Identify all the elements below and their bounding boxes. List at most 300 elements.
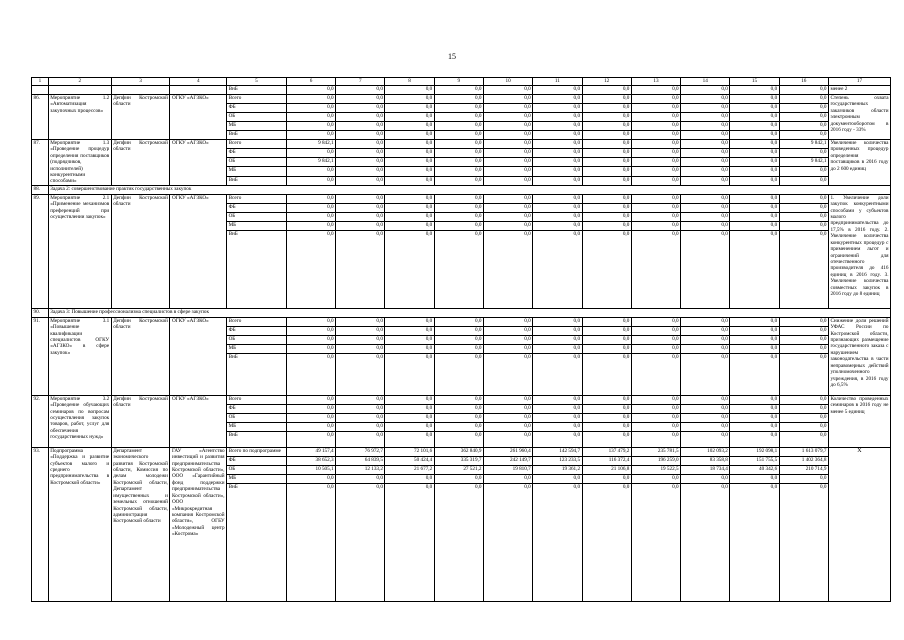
value-cell: 0,0 [631,140,680,149]
value-cell: 0,0 [385,230,434,308]
value-cell: 142 594,7 [533,447,582,456]
value-cell: 0,0 [533,140,582,149]
value-cell: 0,0 [681,122,730,131]
value-cell: 0,0 [336,395,385,404]
source-cell: МБ [227,344,287,353]
value-cell: 0,0 [779,149,828,158]
value-cell: 242 149,7 [483,456,532,465]
value-cell: 0,0 [336,404,385,413]
value-cell: 0,0 [582,122,631,131]
value-cell: 0,0 [385,131,434,140]
value-cell: 0,0 [631,176,680,185]
value-cell: 0,0 [730,326,779,335]
value-cell: 0,0 [336,131,385,140]
column-header: 2 [48,78,111,86]
value-cell: 0,0 [779,230,828,308]
table-row [32,395,891,404]
value-cell: 0,0 [681,194,730,203]
value-cell: 0,0 [631,131,680,140]
value-cell: 0,0 [779,86,828,95]
value-cell: 0,0 [286,353,335,395]
value-cell: 0,0 [533,483,582,601]
value-cell: 0,0 [681,167,730,176]
value-cell: 0,0 [631,326,680,335]
value-cell: 0,0 [385,176,434,185]
value-cell: 0,0 [434,483,483,601]
value-cell: 9 842,1 [286,158,335,167]
value-cell: 0,0 [681,344,730,353]
value-cell: 192 098,1 [730,447,779,456]
column-header: 1 [32,78,49,86]
value-cell: 0,0 [533,474,582,483]
task-row [32,308,891,317]
value-cell: 0,0 [681,317,730,326]
value-cell: 40 342,6 [730,465,779,474]
value-cell: 0,0 [681,212,730,221]
value-cell: 0,0 [631,317,680,326]
measure-name: Мероприятие 2.1 «Применение механизмов преференций при осуществлении закупок» [48,194,111,308]
value-cell: 0,0 [779,131,828,140]
column-header: 6 [286,78,335,86]
value-cell: 0,0 [336,422,385,431]
value-cell: 0,0 [483,104,532,113]
value-cell: 0,0 [286,167,335,176]
source-cell: Всего [227,140,287,149]
value-cell: 0,0 [582,212,631,221]
value-cell: 0,0 [681,483,730,601]
value-cell: 0,0 [336,140,385,149]
value-cell: 0,0 [779,483,828,601]
value-cell: 21 677,2 [385,465,434,474]
column-header: 16 [779,78,828,86]
value-cell: 0,0 [385,404,434,413]
source-cell: ОБ [227,335,287,344]
value-cell: 9 842,1 [779,158,828,167]
value-cell: 102 093,2 [681,447,730,456]
source-cell: Всего [227,317,287,326]
value-cell: 0,0 [779,395,828,404]
value-cell: 0,0 [631,335,680,344]
row-number: 86. [32,95,49,140]
value-cell: 0,0 [631,474,680,483]
value-cell: 0,0 [582,176,631,185]
row-number: 90. [32,308,49,317]
value-cell: 0,0 [336,167,385,176]
value-cell: 0,0 [385,140,434,149]
value-cell: 0,0 [385,317,434,326]
value-cell: 0,0 [434,167,483,176]
value-cell: 0,0 [730,149,779,158]
value-cell: 83 358,8 [681,456,730,465]
value-cell: 0,0 [582,104,631,113]
value-cell: 0,0 [582,395,631,404]
column-header: 8 [385,78,434,86]
value-cell: 0,0 [286,431,335,447]
value-cell: 0,0 [286,221,335,230]
value-cell: 0,0 [681,113,730,122]
value-cell: 0,0 [730,176,779,185]
value-cell: 0,0 [483,431,532,447]
value-cell: 0,0 [286,86,335,95]
participant-cell: ОГКУ «АГЗКО» [170,395,227,447]
column-header: 7 [336,78,385,86]
value-cell: 0,0 [483,86,532,95]
column-header: 13 [631,78,680,86]
source-cell: ОБ [227,113,287,122]
indicator-cell: Степень охвата государственных заказчиков области электронным документооборотом в 2016 году - 33% [828,95,890,140]
column-header: 15 [730,78,779,86]
value-cell: 0,0 [434,395,483,404]
value-cell: 0,0 [631,158,680,167]
participant-cell: ОГКУ «АГЗКО» [170,95,227,140]
value-cell: 0,0 [730,104,779,113]
value-cell: 0,0 [779,353,828,395]
value-cell: 0,0 [582,194,631,203]
value-cell: 0,0 [582,158,631,167]
executor-cell: Депфин Костромской области [111,194,170,308]
value-cell: 0,0 [582,149,631,158]
value-cell: 0,0 [483,221,532,230]
value-cell: 0,0 [533,104,582,113]
value-cell: 0,0 [533,353,582,395]
value-cell: 0,0 [582,131,631,140]
source-cell: ФБ [227,404,287,413]
value-cell: 0,0 [533,413,582,422]
value-cell: 0,0 [434,326,483,335]
value-cell: 0,0 [582,140,631,149]
value-cell: 0,0 [582,317,631,326]
value-cell: 137 479,2 [582,447,631,456]
value-cell: 123 233,5 [533,456,582,465]
value-cell: 0,0 [533,230,582,308]
value-cell: 0,0 [681,104,730,113]
measure-name: Мероприятие 3.2 «Проведение обучающих семинаров по вопросам осуществления закупок товаров, работ, услуг для обеспечения государственных нужд» [48,395,111,447]
value-cell: 0,0 [336,353,385,395]
value-cell: 0,0 [483,113,532,122]
source-cell: ФБ [227,149,287,158]
value-cell: 0,0 [631,431,680,447]
value-cell: 0,0 [385,326,434,335]
value-cell: 0,0 [582,221,631,230]
value-cell: 0,0 [681,149,730,158]
value-cell: 0,0 [385,353,434,395]
value-cell: 335 319,7 [434,456,483,465]
value-cell: 0,0 [681,140,730,149]
value-cell: 0,0 [533,335,582,344]
value-cell: 0,0 [483,122,532,131]
value-cell: 196 259,0 [631,456,680,465]
column-header: 9 [434,78,483,86]
source-cell: ВнБ [227,176,287,185]
value-cell: 0,0 [779,176,828,185]
value-cell: 0,0 [730,212,779,221]
source-cell: ОБ [227,413,287,422]
value-cell: 0,0 [681,395,730,404]
source-cell: ФБ [227,456,287,465]
value-cell: 0,0 [483,140,532,149]
value-cell: 0,0 [385,158,434,167]
value-cell: 0,0 [779,413,828,422]
value-cell: 0,0 [286,404,335,413]
value-cell: 0,0 [483,176,532,185]
value-cell: 0,0 [631,86,680,95]
value-cell: 0,0 [434,221,483,230]
value-cell: 0,0 [434,158,483,167]
value-cell: 0,0 [681,431,730,447]
value-cell: 0,0 [730,422,779,431]
value-cell: 0,0 [631,413,680,422]
value-cell: 0,0 [336,326,385,335]
value-cell: 0,0 [631,122,680,131]
value-cell: 261 960,4 [483,447,532,456]
value-cell: 0,0 [730,483,779,601]
value-cell: 0,0 [483,413,532,422]
executor-cell: Департамент экономического развития Костромской области, Комиссия по делам молодежи Костромской области, Департамент имущественных и земельных отношений Костромской области, администрация Костромской области [111,447,170,601]
source-cell: ВнБ [227,431,287,447]
value-cell: 0,0 [336,104,385,113]
value-cell: 151 755,5 [730,456,779,465]
value-cell: 0,0 [681,404,730,413]
value-cell: 0,0 [779,335,828,344]
value-cell: 0,0 [730,335,779,344]
header-row [32,78,891,86]
value-cell: 27 521,2 [434,465,483,474]
value-cell: 0,0 [730,221,779,230]
value-cell: 0,0 [483,353,532,395]
value-cell: 0,0 [385,95,434,104]
value-cell: 0,0 [582,431,631,447]
value-cell: 0,0 [533,212,582,221]
participant-cell: ОГКУ «АГЗКО» [170,194,227,308]
value-cell: 0,0 [730,353,779,395]
value-cell: 0,0 [730,113,779,122]
value-cell: 0,0 [730,122,779,131]
value-cell: 0,0 [631,353,680,395]
value-cell: 0,0 [730,167,779,176]
value-cell: 0,0 [631,230,680,308]
source-cell: МБ [227,221,287,230]
source-cell: МБ [227,122,287,131]
value-cell: 0,0 [779,113,828,122]
value-cell: 0,0 [730,431,779,447]
measure-name: Мероприятие 1.3 «Проведение процедур определения поставщиков (подрядчиков, исполнителей) конкурентными способами» [50,140,110,185]
value-cell: 0,0 [582,404,631,413]
row-number: 88. [32,185,49,194]
value-cell: 0,0 [681,353,730,395]
value-cell: 19 522,5 [631,465,680,474]
value-cell: 0,0 [779,404,828,413]
value-cell: 0,0 [681,326,730,335]
value-cell: 0,0 [779,203,828,212]
value-cell: 0,0 [286,474,335,483]
value-cell: 0,0 [336,221,385,230]
value-cell: 0,0 [631,395,680,404]
value-cell: 0,0 [681,422,730,431]
value-cell: 0,0 [533,395,582,404]
value-cell: 0,0 [483,149,532,158]
value-cell: 0,0 [434,413,483,422]
value-cell: 0,0 [533,404,582,413]
measure-name: Мероприятие 1.2 «Автоматизация закупочных процессов» [48,95,111,140]
value-cell: 0,0 [779,212,828,221]
value-cell: 0,0 [434,122,483,131]
value-cell: 0,0 [434,474,483,483]
value-cell: 0,0 [779,104,828,113]
value-cell: 0,0 [336,176,385,185]
value-cell: 0,0 [533,326,582,335]
value-cell: 0,0 [533,194,582,203]
value-cell: 0,0 [681,158,730,167]
value-cell: 0,0 [533,113,582,122]
source-cell: ОБ [227,212,287,221]
value-cell: 0,0 [681,230,730,308]
value-cell: 0,0 [434,149,483,158]
value-cell: 9 842,1 [286,140,335,149]
value-cell: 0,0 [730,86,779,95]
column-header: 11 [533,78,582,86]
value-cell: 0,0 [483,483,532,601]
value-cell: 0,0 [681,203,730,212]
value-cell: 0,0 [779,122,828,131]
value-cell: 0,0 [336,113,385,122]
value-cell: 0,0 [385,113,434,122]
value-cell: 0,0 [434,140,483,149]
value-cell: 0,0 [681,95,730,104]
value-cell: 0,0 [434,176,483,185]
column-header: 3 [111,78,170,86]
value-cell: 0,0 [533,86,582,95]
value-cell: 0,0 [483,167,532,176]
value-cell: 0,0 [533,431,582,447]
value-cell: 0,0 [483,158,532,167]
value-cell: 19 361,2 [533,465,582,474]
table-row [32,447,891,456]
page-number: 15 [448,52,456,61]
value-cell: 0,0 [286,122,335,131]
value-cell: 49 157,4 [286,447,335,456]
value-cell: 72 101,6 [385,447,434,456]
value-cell: 0,0 [385,422,434,431]
value-cell: 0,0 [483,474,532,483]
value-cell: 0,0 [631,203,680,212]
column-header: 10 [483,78,532,86]
table-row [32,140,891,149]
column-header: 14 [681,78,730,86]
value-cell: 76 972,7 [336,447,385,456]
value-cell: 0,0 [582,413,631,422]
value-cell: 0,0 [434,86,483,95]
source-cell: ВнБ [227,483,287,601]
value-cell: 18 734,4 [681,465,730,474]
value-cell: 0,0 [385,86,434,95]
value-cell: 0,0 [533,317,582,326]
value-cell: 0,0 [582,86,631,95]
value-cell: 0,0 [631,404,680,413]
value-cell: 0,0 [286,326,335,335]
source-cell: ВнБ [227,230,287,308]
value-cell: 0,0 [336,95,385,104]
value-cell: 0,0 [336,344,385,353]
value-cell: 9 842,1 [779,140,828,149]
value-cell: 0,0 [336,149,385,158]
source-cell: МБ [227,167,287,176]
value-cell: 0,0 [483,212,532,221]
value-cell: 0,0 [681,335,730,344]
value-cell: 0,0 [681,86,730,95]
task-row [32,185,891,194]
value-cell: 0,0 [434,335,483,344]
value-cell: 0,0 [779,326,828,335]
value-cell: 0,0 [779,194,828,203]
value-cell: 0,0 [582,474,631,483]
indicator-cell: Увеличение количества проведенных процедур определения поставщиков в 2016 году до 2 600 единиц [828,140,890,186]
value-cell: 0,0 [434,422,483,431]
value-cell: 0,0 [631,104,680,113]
value-cell: 0,0 [533,203,582,212]
value-cell: 0,0 [631,221,680,230]
value-cell: 0,0 [434,353,483,395]
table-row [32,194,891,203]
row-number: 93. [32,447,49,601]
value-cell: 0,0 [385,149,434,158]
value-cell: 0,0 [483,422,532,431]
value-cell: 0,0 [730,203,779,212]
value-cell: 0,0 [483,230,532,308]
program-table [31,77,891,602]
value-cell: 0,0 [631,194,680,203]
empty-cell [111,86,170,95]
value-cell: 0,0 [286,413,335,422]
value-cell: 0,0 [779,167,828,176]
value-cell: 0,0 [681,413,730,422]
value-cell: 0,0 [730,404,779,413]
value-cell: 0,0 [483,326,532,335]
value-cell: 0,0 [730,95,779,104]
value-cell: 0,0 [533,167,582,176]
value-cell: 0,0 [582,422,631,431]
indicator-cell: Снижение доли решений УФАС России по Костромской области, признающих размещение государственного заказа с нарушением законодательства в части неправомерных действий уполномоченного учреждения, в 2016 году до 6,5% [828,317,890,395]
value-cell: 0,0 [385,395,434,404]
value-cell: 0,0 [434,431,483,447]
value-cell: 0,0 [779,344,828,353]
value-cell: 0,0 [730,194,779,203]
value-cell: 0,0 [582,230,631,308]
value-cell: 0,0 [631,483,680,601]
participant-cell: ГАУ «Агентство инвестиций и развития предпринимательства Костромской области», ООО «Гарантийный фонд поддержки предпринимательства Костромской области», ООО «Микрокредитная компания Костромской области», ОГБУ «Молодежный центр «Кострома» [170,447,227,601]
value-cell: 0,0 [385,474,434,483]
value-cell: 0,0 [631,422,680,431]
value-cell: 0,0 [286,317,335,326]
value-cell: 0,0 [336,194,385,203]
indicator-cell: 1. Увеличение доли закупок конкурентными способами у субъектов малого предпринимательства до 17,5% в 2016 году. 2. Увеличение количества конкурентных процедур с применением льгот и ограничений для отечественного производителя до 416 единиц в 2016 году. 3. Увеличение количества совместных закупок в 2016 году до 8 единиц [828,194,890,308]
source-cell: МБ [227,474,287,483]
value-cell: 210 714,9 [779,465,828,474]
value-cell: 0,0 [336,230,385,308]
column-header: 5 [227,78,287,86]
value-cell: 0,0 [681,131,730,140]
value-cell: 0,0 [385,203,434,212]
value-cell: 0,0 [582,326,631,335]
value-cell: 0,0 [434,212,483,221]
row-number: 87. [32,140,49,186]
value-cell: 19 810,7 [483,465,532,474]
value-cell: 0,0 [286,176,335,185]
measure-name: Мероприятие 3.1 «Повышение квалификации специалистов ОГКУ «АГЗКО» в сфере закупок» [48,317,111,395]
value-cell: 0,0 [730,131,779,140]
value-cell: 0,0 [681,221,730,230]
value-cell: 0,0 [730,413,779,422]
value-cell: 0,0 [286,483,335,601]
